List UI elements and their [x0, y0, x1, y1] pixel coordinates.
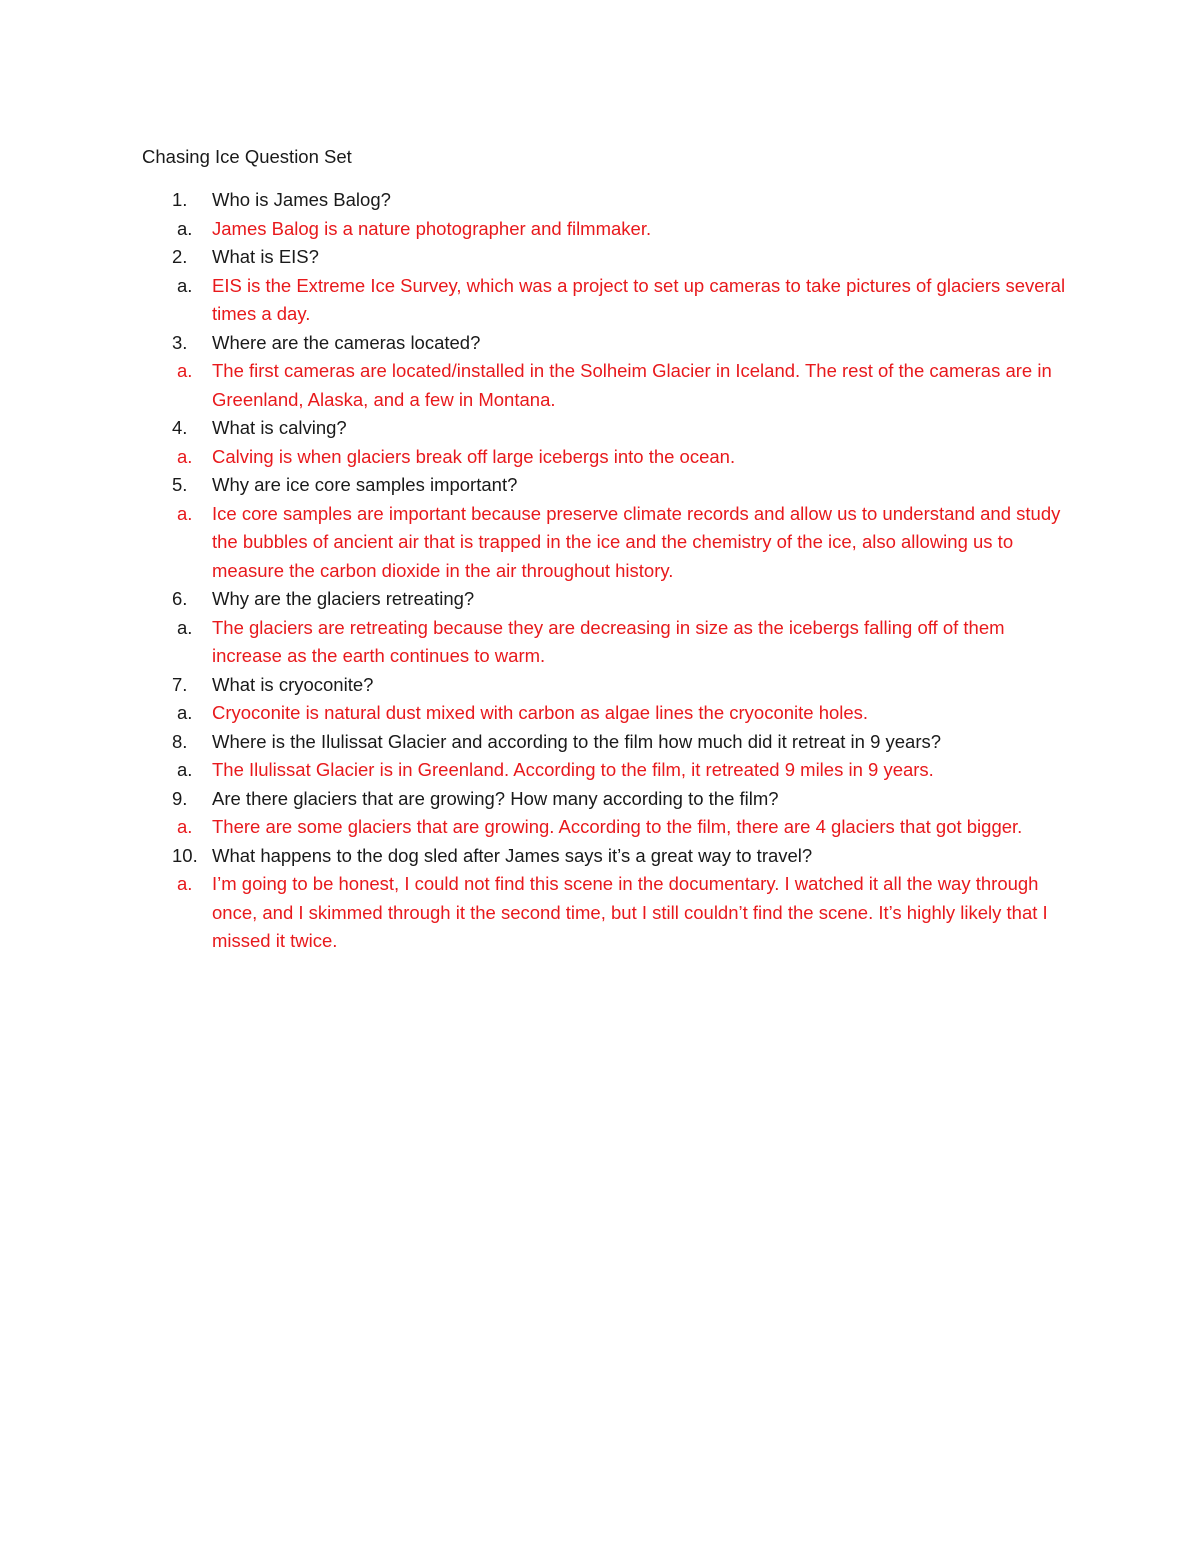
- answer-text: James Balog is a nature photographer and filmmaker.: [212, 217, 652, 239]
- question-item-4: [142, 414, 1072, 443]
- question-number: 5.: [172, 474, 188, 495]
- question-item-1: [142, 186, 1072, 215]
- answer-item-6: [142, 614, 1072, 671]
- answer-item-8: [142, 756, 1072, 785]
- answer-text: The glaciers are retreating because they are decreasing in size as the icebergs falling off of them increase as the earth continues to warm.: [212, 616, 1005, 666]
- question-number: 6.: [172, 588, 188, 609]
- answer-text: Calving is when glaciers break off large icebergs into the ocean.: [212, 445, 736, 467]
- answer-letter: a.: [177, 873, 193, 894]
- answer-letter: a.: [177, 217, 193, 239]
- question-number: 1.: [172, 189, 188, 210]
- answer-item-1: [142, 215, 1072, 244]
- answer-letter: a.: [177, 702, 193, 723]
- question-item-9: [142, 785, 1072, 814]
- question-item-2: [142, 243, 1072, 272]
- answer-text: Ice core samples are important because preserve climate records and allow us to understand and study the bubbles of ancient air that is trapped in the ice and the chemistry of the ice, also allowing us to measure the carbon dioxide in the air throughout history.: [212, 502, 1061, 581]
- question-item-10: [142, 842, 1072, 871]
- question-text: What happens to the dog sled after James says it’s a great way to travel?: [212, 844, 813, 866]
- question-text: Where is the Ilulissat Glacier and according to the film how much did it retreat in 9 years?: [212, 730, 942, 752]
- answer-text: The Ilulissat Glacier is in Greenland. According to the film, it retreated 9 miles in 9 years.: [212, 759, 934, 780]
- question-number: 4.: [172, 417, 188, 438]
- answer-text: Cryoconite is natural dust mixed with carbon as algae lines the cryoconite holes.: [212, 702, 869, 723]
- question-text: Are there glaciers that are growing? How many according to the film?: [212, 787, 779, 809]
- question-text: What is EIS?: [212, 246, 319, 267]
- question-number: 7.: [172, 673, 188, 695]
- question-item-6: [142, 585, 1072, 614]
- answer-letter: a.: [177, 360, 193, 381]
- question-number: 10.: [172, 844, 198, 866]
- question-text: Who is James Balog?: [212, 189, 391, 210]
- answer-letter: a.: [177, 274, 193, 296]
- question-text: Where are the cameras located?: [212, 331, 481, 353]
- question-number: 9.: [172, 787, 188, 809]
- question-number: 8.: [172, 730, 188, 752]
- question-item-8: [142, 728, 1072, 757]
- answer-item-4: [142, 443, 1072, 472]
- answer-letter: a.: [177, 502, 193, 524]
- question-text: Why are the glaciers retreating?: [212, 588, 475, 609]
- question-number: 2.: [172, 246, 188, 267]
- question-item-3: [142, 329, 1072, 358]
- question-item-5: [142, 471, 1072, 500]
- answer-item-3: [142, 357, 1072, 414]
- answer-text: There are some glaciers that are growing. According to the film, there are 4 glaciers that got bigger.: [212, 816, 1023, 837]
- question-text: What is cryoconite?: [212, 673, 374, 695]
- question-text: What is calving?: [212, 417, 347, 438]
- answer-item-10: [142, 870, 1072, 956]
- answer-text: I’m going to be honest, I could not find this scene in the documentary. I watched it all the way through once, and I skimmed through it the second time, but I still couldn’t find the scene. It’s highly likely that I missed it twice.: [212, 873, 1048, 951]
- question-number: 3.: [172, 331, 188, 353]
- answer-item-9: [142, 813, 1072, 842]
- answer-item-5: [142, 500, 1072, 586]
- answer-letter: a.: [177, 816, 193, 837]
- answer-item-2: [142, 272, 1072, 329]
- answer-item-7: [142, 699, 1072, 728]
- question-item-7: [142, 671, 1072, 700]
- document-title: Chasing Ice Question Set: [142, 146, 352, 167]
- answer-text: The first cameras are located/installed in the Solheim Glacier in Iceland. The rest of the cameras are in Greenland, Alaska, and a few in Montana.: [212, 360, 1052, 410]
- answer-letter: a.: [177, 616, 193, 638]
- question-text: Why are ice core samples important?: [212, 474, 518, 495]
- answer-letter: a.: [177, 759, 193, 780]
- answer-text: EIS is the Extreme Ice Survey, which was a project to set up cameras to take pictures of glaciers several times a day.: [212, 274, 1066, 324]
- question-list: [142, 186, 1072, 956]
- answer-letter: a.: [177, 445, 193, 467]
